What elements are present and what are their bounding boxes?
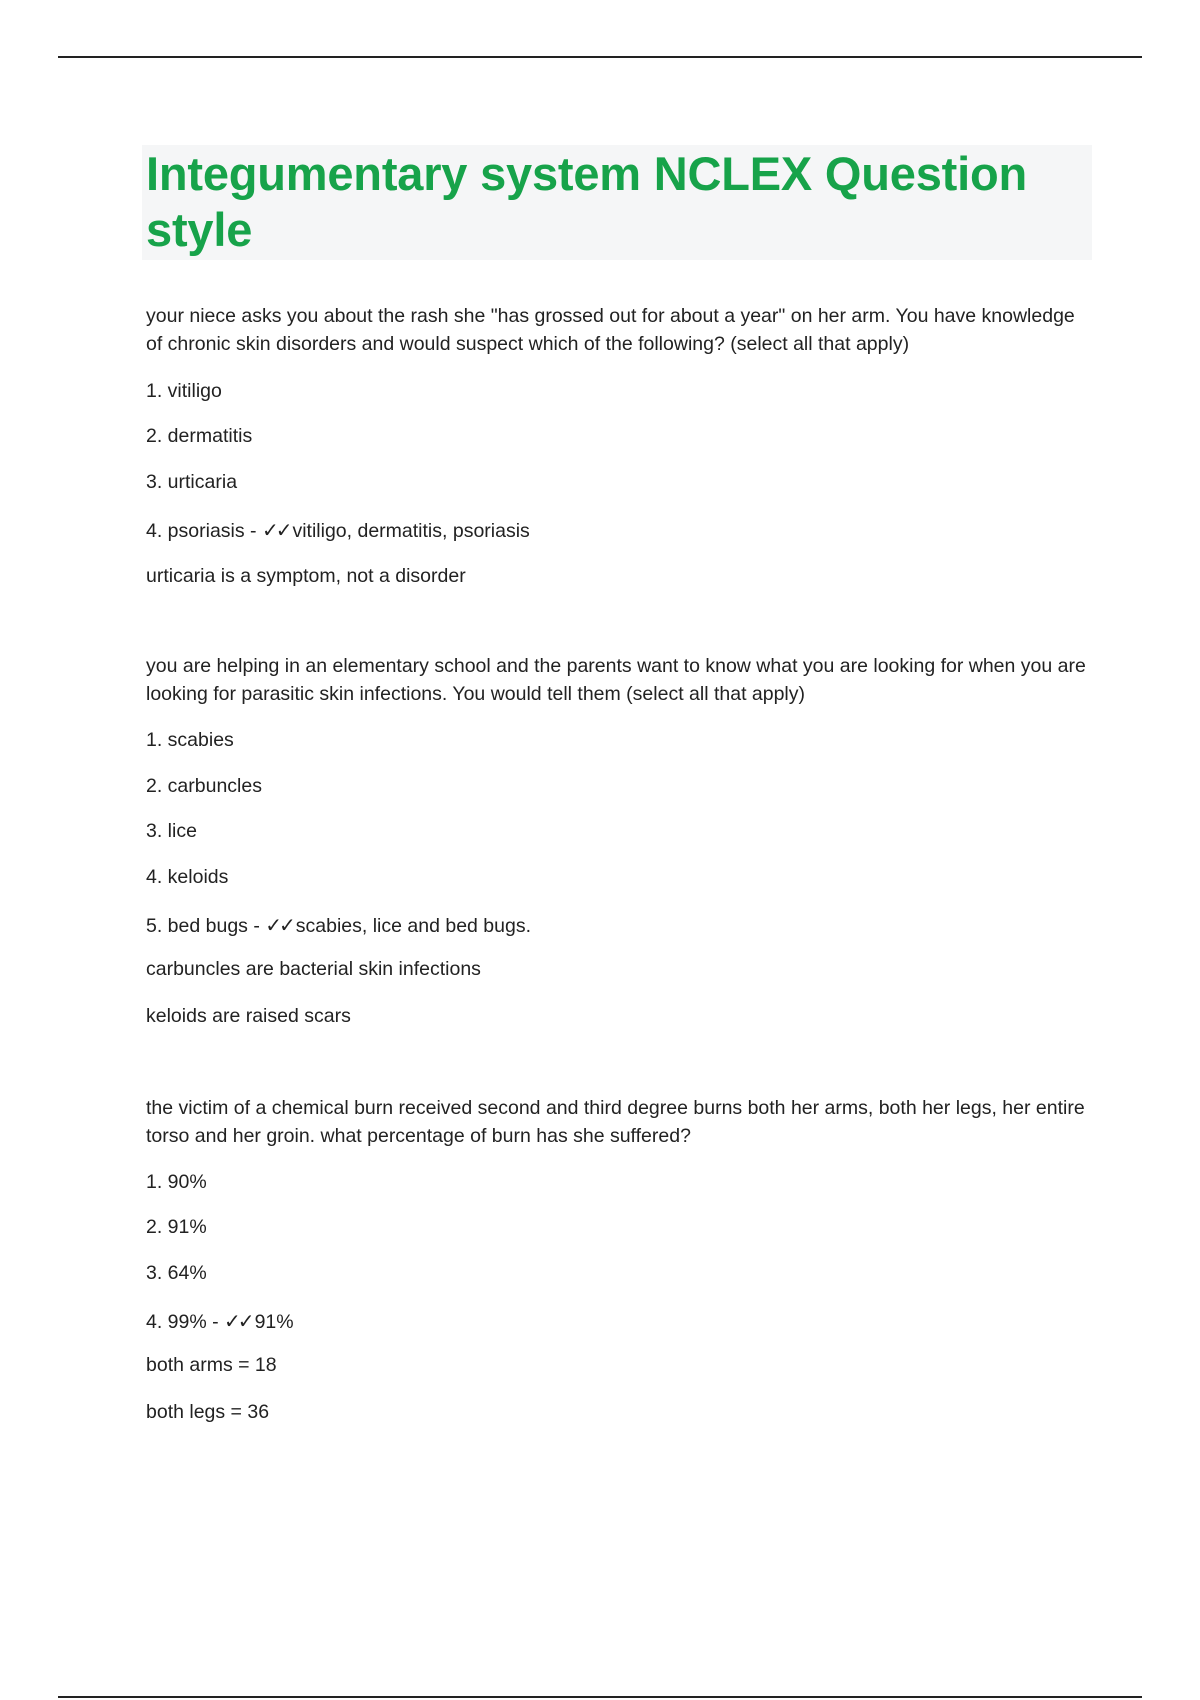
question-1-answer: vitiligo, dermatitis, psoriasis [292, 520, 530, 542]
question-3-option-4: 4. 99% - [146, 1311, 225, 1333]
question-1-text: your niece asks you about the rash she "has grossed out for about a year" on her arm. You have knowledge of chronic skin disorders and would suspect which of the following? (select all that apply) [146, 305, 1075, 355]
question-2-text: you are helping in an elementary school and the parents want to know what you are looking for when you are looking for parasitic skin infections. You would tell them (select all that apply) [146, 655, 1086, 705]
question-2-note-2: keloids are raised scars [146, 1005, 351, 1027]
question-2-option-5: 5. bed bugs - [146, 915, 266, 937]
question-1-option-3: 3. urticaria [146, 471, 238, 493]
header-rule [58, 56, 1142, 58]
check-mark-icon: ✓✓ [224, 1309, 252, 1333]
question-3-option-3: 3. 64% [146, 1262, 207, 1284]
question-2-note-1: carbuncles are bacterial skin infections [146, 958, 481, 980]
question-1-note-1: urticaria is a symptom, not a disorder [146, 565, 466, 587]
question-1-answer-line [146, 516, 1096, 545]
question-3-answer-line [146, 1307, 1096, 1336]
question-3-note-1: both arms = 18 [146, 1354, 277, 1376]
question-2-option-1: 1. scabies [146, 729, 234, 751]
question-1-option-4: 4. psoriasis - [146, 520, 262, 542]
document-title: Integumentary system NCLEX Question style [146, 147, 1027, 256]
question-2-answer-line [146, 911, 1096, 940]
question-2-option-4: 4. keloids [146, 866, 229, 888]
question-3-option-2: 2. 91% [146, 1216, 207, 1238]
check-mark-icon: ✓✓ [265, 913, 293, 937]
question-1-option-2: 2. dermatitis [146, 425, 253, 447]
question-2-option-2: 2. carbuncles [146, 775, 262, 797]
question-3-option-1: 1. 90% [146, 1171, 207, 1193]
question-1-option-1: 1. vitiligo [146, 380, 222, 402]
question-3-text: the victim of a chemical burn received second and third degree burns both her arms, both her legs, her entire torso and her groin. what percentage of burn has she suffered? [146, 1097, 1085, 1147]
question-3-answer: 91% [254, 1311, 294, 1333]
question-2-answer: scabies, lice and bed bugs. [295, 915, 532, 937]
question-2-option-3: 3. lice [146, 820, 197, 842]
question-3-note-2: both legs = 36 [146, 1401, 270, 1423]
check-mark-icon: ✓✓ [261, 518, 290, 542]
footer-rule [58, 1696, 1142, 1698]
